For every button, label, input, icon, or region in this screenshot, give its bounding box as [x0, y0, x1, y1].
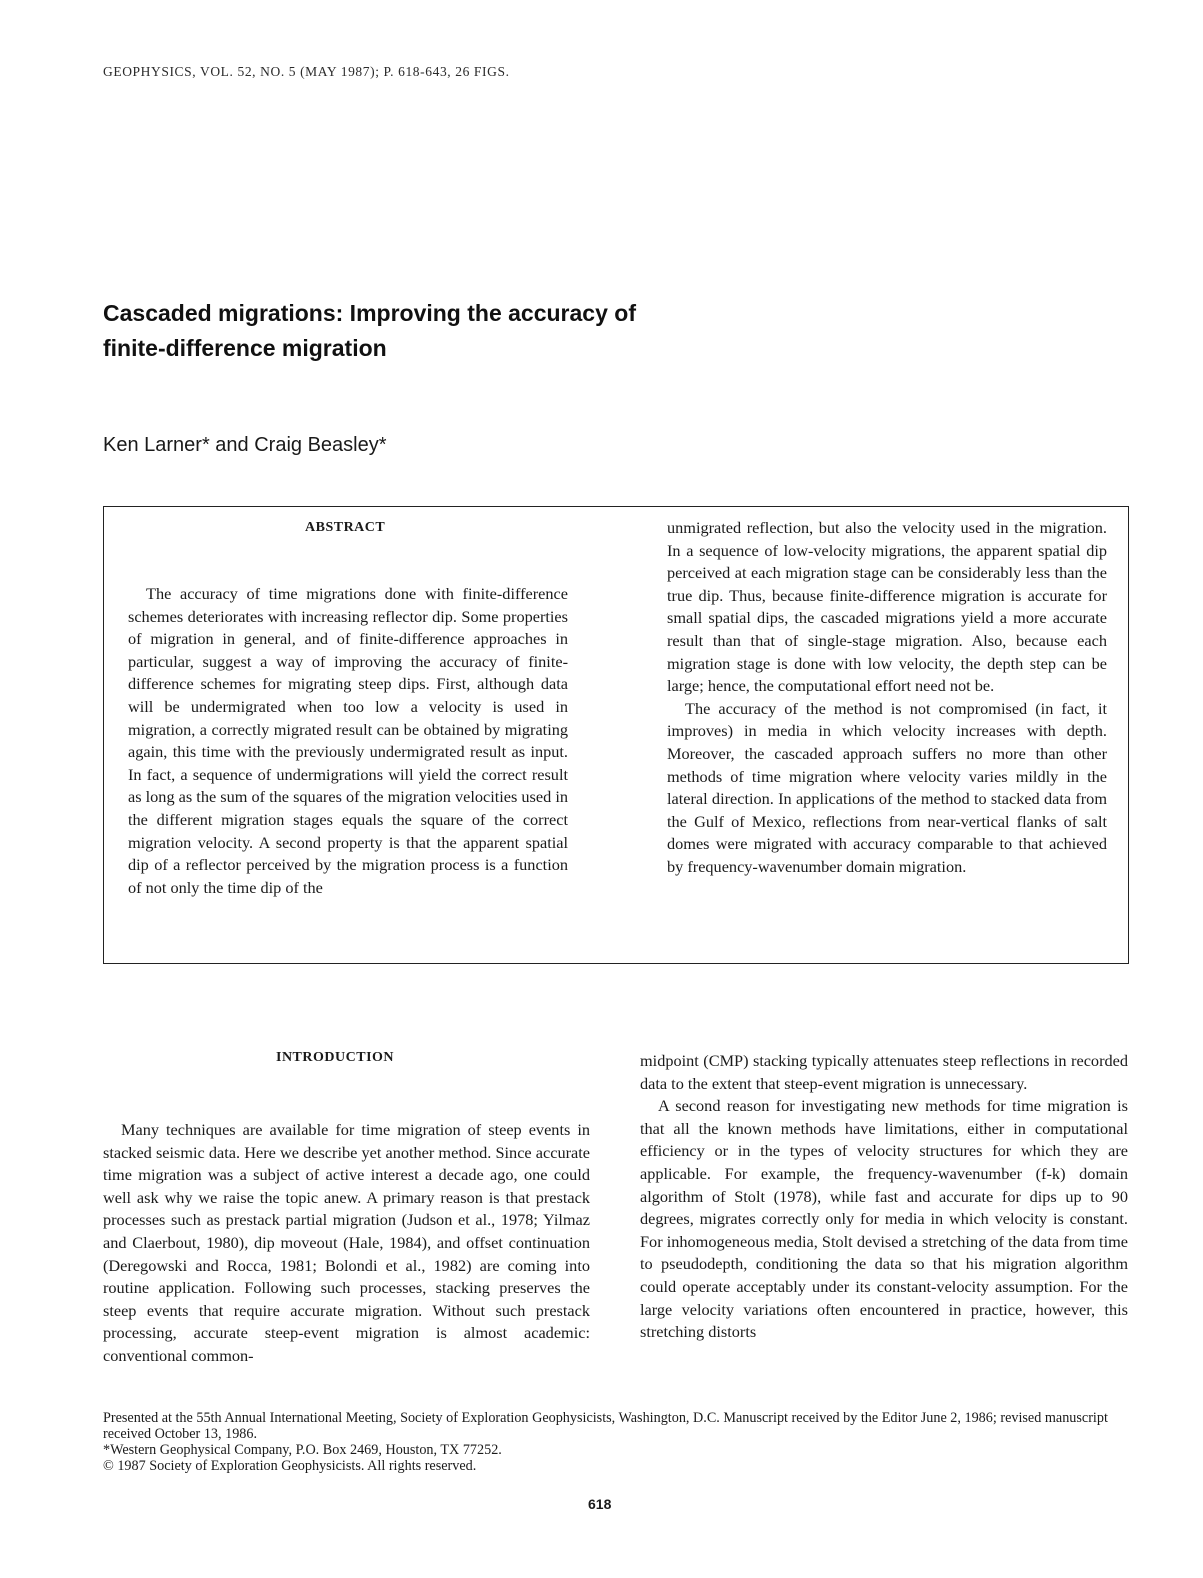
- abstract-heading: ABSTRACT: [305, 520, 386, 535]
- title-line-1: Cascaded migrations: Improving the accuracy of: [103, 300, 636, 326]
- introduction-right-column: [640, 1050, 1128, 1344]
- footnotes: [103, 1410, 1133, 1474]
- authors: Ken Larner* and Craig Beasley*: [103, 434, 387, 456]
- introduction-paragraph-1-continued: midpoint (CMP) stacking typically attenuates steep reflections in recorded data to the extent that steep-event migration is unnecessary.: [640, 1051, 1128, 1093]
- footnote-affiliation: *Western Geophysical Company, P.O. Box 2469, Houston, TX 77252.: [103, 1442, 502, 1458]
- journal-citation-header: GEOPHYSICS, VOL. 52, NO. 5 (MAY 1987); P. 618-643, 26 FIGS.: [103, 64, 510, 79]
- abstract-paragraph-1: The accuracy of time migrations done with finite-difference schemes deteriorates with increasing reflector dip. Some properties of migration in general, and of finite-difference approaches in particular, suggest a way of improving the accuracy of finite-difference schemes for migrating steep dips. First, although data will be undermigrated when too low a velocity is used in migration, a correctly migrated result can be obtained by migrating again, this time with the previously undermigrated result as input. In fact, a sequence of undermigrations will yield the correct result as long as the sum of the squares of the migration velocities used in the different migration stages equals the square of the correct migration velocity. A second property is that the apparent spatial dip of a reflector perceived by the migration process is a function of not only the time dip of the: [128, 584, 568, 897]
- abstract-right-column: [667, 517, 1107, 879]
- introduction-left-column: [103, 1119, 590, 1368]
- abstract-paragraph-1-continued: unmigrated reflection, but also the velocity used in the migration. In a sequence of low-velocity migrations, the apparent spatial dip perceived at each migration stage can be considerably less than the true dip. Thus, because finite-difference migration is accurate for small spatial dips, the cascaded migrations yield a more accurate result than that of single-stage migration. Also, because each migration stage is done with low velocity, the depth step can be large; hence, the computational effort need not be.: [667, 518, 1107, 696]
- abstract-left-column: [128, 583, 568, 899]
- page-number: 618: [588, 1496, 612, 1512]
- footnote-presented: Presented at the 55th Annual International Meeting, Society of Exploration Geophysicists, Washington, D.C. Manuscript received by the Editor June 2, 1986; revised manuscript received October 13, 1986.: [103, 1410, 1108, 1442]
- introduction-paragraph-2: A second reason for investigating new methods for time migration is that all the known methods have limitations, either in computational efficiency or in the types of velocity structures for which they are applicable. For example, the frequency-wavenumber (f-k) domain algorithm of Stolt (1978), while fast and accurate for dips up to 90 degrees, migrates correctly only for media in which velocity is constant. For inhomogeneous media, Stolt devised a stretching of the data from time to pseudodepth, conditioning the data so that his migration algorithm could operate acceptably under its constant-velocity assumption. For the large velocity variations often encountered in practice, however, this stretching distorts: [640, 1096, 1128, 1342]
- paper-title: [103, 296, 863, 366]
- title-line-2: finite-difference migration: [103, 335, 387, 361]
- abstract-paragraph-2: The accuracy of the method is not compromised (in fact, it improves) in media in which velocity increases with depth. Moreover, the cascaded approach suffers no more than other methods of time migration where velocity varies mildly in the lateral direction. In applications of the method to stacked data from the Gulf of Mexico, reflections from near-vertical flanks of salt domes were migrated with accuracy comparable to that achieved by frequency-wavenumber domain migration.: [667, 698, 1107, 876]
- introduction-paragraph-1: Many techniques are available for time migration of steep events in stacked seismic data. Here we describe yet another method. Since accurate time migration was a subject of active interest a decade ago, one could well ask why we raise the topic anew. A primary reason is that prestack processes such as prestack partial migration (Judson et al., 1978; Yilmaz and Claerbout, 1980), dip moveout (Hale, 1984), and offset continuation (Deregowski and Rocca, 1981; Bolondi et al., 1982) are coming into routine application. Following such processes, stacking preserves the steep events that require accurate migration. Without such prestack processing, accurate steep-event migration is almost academic: conventional common-: [103, 1120, 590, 1365]
- introduction-heading: INTRODUCTION: [276, 1050, 395, 1065]
- footnote-copyright: © 1987 Society of Exploration Geophysicists. All rights reserved.: [103, 1458, 477, 1474]
